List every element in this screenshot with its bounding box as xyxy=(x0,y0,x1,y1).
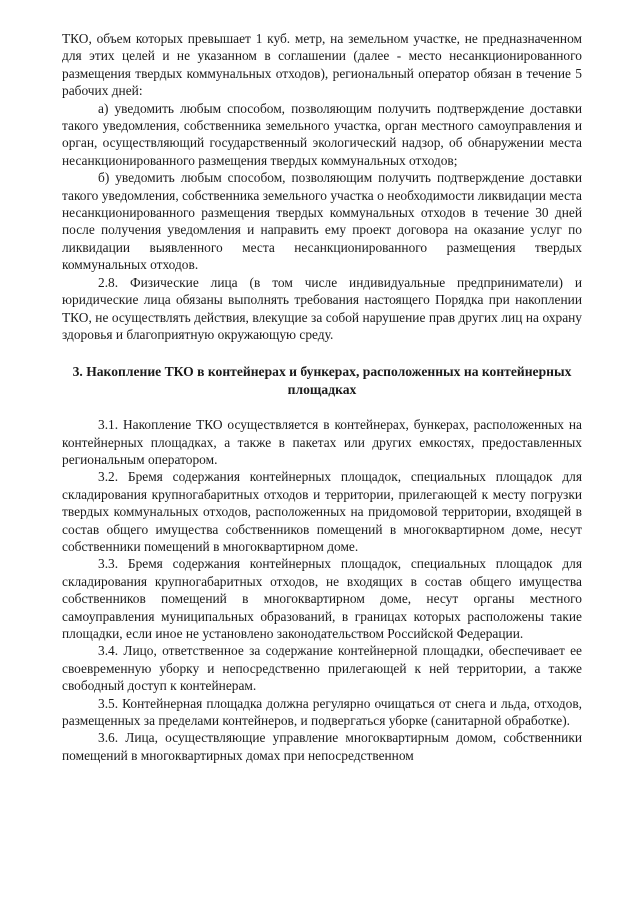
paragraph-3-1: 3.1. Накопление ТКО осуществляется в контейнерах, бункерах, расположенных на контейнерных площадках, а также в пакетах или других емкостях, предоставленных региональным оператором. xyxy=(62,417,582,467)
paragraph-3-5: 3.5. Контейнерная площадка должна регулярно очищаться от снега и льда, отходов, размещенных за пределами контейнеров, и подвергаться уборке (санитарной обработке). xyxy=(62,695,582,729)
paragraph-3-3: 3.3. Бремя содержания контейнерных площадок, специальных площадок для складирования крупногабаритных отходов, не входящих в состав общего имущества собственников помещений в многоквартирном доме, несут органы местного самоуправления муниципальных образований, в границах которых расположены такие площадки, если иное не установлено законодательством Российской Федерации. xyxy=(62,556,582,641)
paragraph-continuation: ТКО, объем которых превышает 1 куб. метр, на земельном участке, не предназначенном для этих целей и не указанном в соглашении (далее - место несанкционированного размещения твердых коммунальных отходов), региональный оператор обязан в течение 5 рабочих дней: xyxy=(62,31,582,99)
paragraph-3-6: 3.6. Лица, осуществляющие управление многоквартирным домом, собственники помещений в многоквартирных домах при непосредственном xyxy=(62,730,582,763)
paragraph-item-b: б) уведомить любым способом, позволяющим получить подтверждение доставки такого уведомления, собственника земельного участка о необходимости ликвидации места несанкционированного размещения твердых коммунальных отходов в течение 30 дней после получения уведомления и направить ему проект договора на оказание услуг по ликвидации выявленного места несанкционированного размещения твердых коммунальных отходов. xyxy=(62,170,582,273)
paragraph-3-4: 3.4. Лицо, ответственное за содержание контейнерной площадки, обеспечивает ее своевременную уборку и непосредственно прилегающей к ней территории, а также свободный доступ к контейнерам. xyxy=(62,643,582,694)
paragraph-2-8: 2.8. Физические лица (в том числе индивидуальные предприниматели) и юридические лица обязаны выполнять требования настоящего Порядка при накоплении ТКО, не осуществлять действия, влекущие за собой нарушение прав других лиц на охрану здоровья и благоприятную окружающую среду. xyxy=(62,274,582,342)
section-heading: 3. Накопление ТКО в контейнерах и бункерах, расположенных на контейнерных площадках xyxy=(72,364,572,397)
paragraph-3-2: 3.2. Бремя содержания контейнерных площадок, специальных площадок для складирования крупногабаритных отходов и территории, прилегающей к месту погрузки твердых коммунальных отходов, расположенных на придомовой территории, входящей в состав общего имущества собственников помещений в многоквартирном доме, несут собственники помещений в многоквартирном доме. xyxy=(62,469,582,554)
paragraph-item-a: а) уведомить любым способом, позволяющим получить подтверждение доставки такого уведомления, собственника земельного участка, орган местного самоуправления и орган, осуществляющий государственный экологический надзор, об обнаружении места несанкционированного размещения твердых коммунальных отходов; xyxy=(62,100,582,168)
